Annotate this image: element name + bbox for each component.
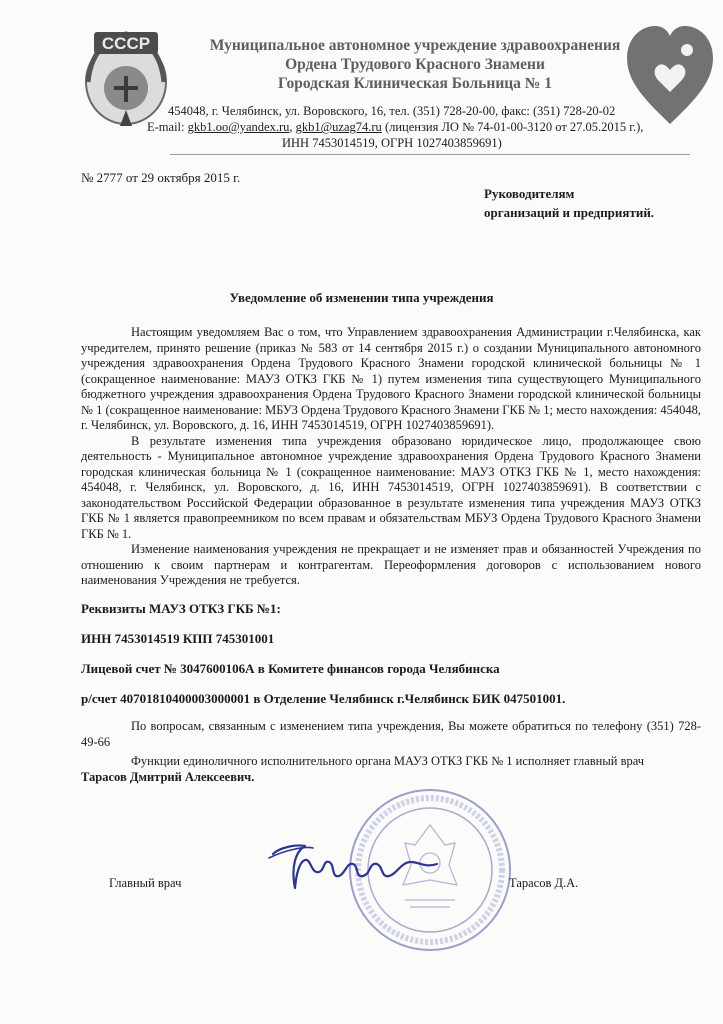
- svg-text:СССР: СССР: [101, 34, 151, 53]
- requisites-inn-kpp: ИНН 7453014519 КПП 745301001: [81, 631, 275, 646]
- paragraph-1: Настоящим уведомляем Вас о том, что Управлением здравоохранения Администрации г.Челябинска, как учредителем, принято решение (приказ № 583 от 14 сентября 2015 г.) о создании Муниципального автономного учреждения здравоохранения Ордена Трудового Красного Знамени городской клинической больницы № 1 (сокращенное наименование: МАУЗ ОТКЗ ГКБ № 1) путем изменения типа существующего Муниципального бюджетного учреждения здравоохранения Ордена Трудового Красного Знамени городской клинической больницы № 1 (сокращенное наименование: МБУЗ Ордена Трудового Красного Знамени ГКБ № 1; место нахождения: 454048, г. Челябинск, ул. Воровского, д. 16, ИНН 7453014519, ОГРН 1027403859691).: [81, 325, 701, 432]
- org-name-line-1: Муниципальное автономное учреждение здравоохранения: [209, 37, 621, 54]
- email-link-2[interactable]: gkb1@uzag74.ru: [295, 120, 382, 134]
- doc-title: Уведомление об изменении типа учреждения: [229, 290, 494, 305]
- requisites-heading: Реквизиты МАУЗ ОТКЗ ГКБ №1:: [81, 601, 281, 616]
- email-link-1[interactable]: gkb1.oo@yandex.ru: [187, 120, 290, 134]
- recipient-line-2: организаций и предприятий.: [484, 205, 655, 220]
- requisites-account: Лицевой счет № 3047600106А в Комитете финансов города Челябинска: [81, 661, 500, 676]
- heart-logo: [625, 20, 715, 130]
- paragraph-contact-phone: По вопросам, связанным с изменением типа учреждения, Вы можете обратиться по телефону (351) 728-49-66: [81, 719, 701, 749]
- doc-number-date: № 2777 от 29 октября 2015 г.: [81, 170, 241, 185]
- signer-name: Тарасов Д.А.: [509, 876, 579, 890]
- org-name-line-3: Городская Клиническая Больница № 1: [277, 75, 553, 92]
- paragraph-3: Изменение наименования учреждения не прекращает и не изменяет прав и обязанностей Учреждения по отношению к своим партнерам и контрагентам. Переоформления договоров с использованием нового наименования Учреждения не требуется.: [81, 542, 701, 587]
- ussr-emblem-logo: [80, 22, 172, 132]
- handwritten-signature: [265, 832, 445, 902]
- license-info: (лицензия ЛО № 74-01-00-3120 от 27.05.2015 г.),: [384, 120, 644, 134]
- email-label: E-mail:: [147, 120, 185, 134]
- org-address: 454048, г. Челябинск, ул. Воровского, 16, тел. (351) 728-20-00, факс: (351) 728-20-02: [168, 104, 616, 118]
- header-divider: [170, 154, 690, 155]
- executive-name: Тарасов Дмитрий Алексеевич.: [81, 769, 255, 784]
- org-contacts-line: E-mail: gkb1.oo@yandex.ru, gkb1@uzag74.ru (лицензия ЛО № 74-01-00-3120 от 27.05.2015 г.),: [147, 120, 644, 134]
- org-inn-ogrn: ИНН 7453014519, ОГРН 1027403859691): [282, 136, 502, 150]
- paragraph-executive: Функции единоличного исполнительного органа МАУЗ ОТКЗ ГКБ № 1 исполняет главный врач: [131, 754, 645, 768]
- recipient-line-1: Руководителям: [484, 186, 575, 201]
- requisites-bank: р/счет 40701810400003000001 в Отделение Челябинск г.Челябинск БИК 047501001.: [81, 691, 566, 706]
- body-section-contact: [81, 719, 701, 785]
- body-section-main: [81, 325, 701, 589]
- signer-position: Главный врач: [109, 876, 182, 890]
- org-name-line-2: Ордена Трудового Красного Знамени: [285, 56, 545, 73]
- paragraph-2: В результате изменения типа учреждения образовано юридическое лицо, продолжающее свою деятельность - Муниципальное автономное учреждение здравоохранения Ордена Трудового Красного Знамени городская клиническая больница № 1 (сокращенное наименование: МАУЗ ОТКЗ ГКБ № 1, место нахождения: 454048, г. Челябинск, ул. Воровского, д. 16, ИНН 7453014519, ОГРН 1027403859691). В соответствии с законодательством Российской Федерации образованное в результате изменения типа учреждения МАУЗ ОТКЗ ГКБ № 1 является правопреемником по всем правам и обязательствам МБУЗ Ордена Трудового Красного Знамени ГКБ № 1.: [81, 433, 701, 541]
- recipient-block: [484, 184, 654, 222]
